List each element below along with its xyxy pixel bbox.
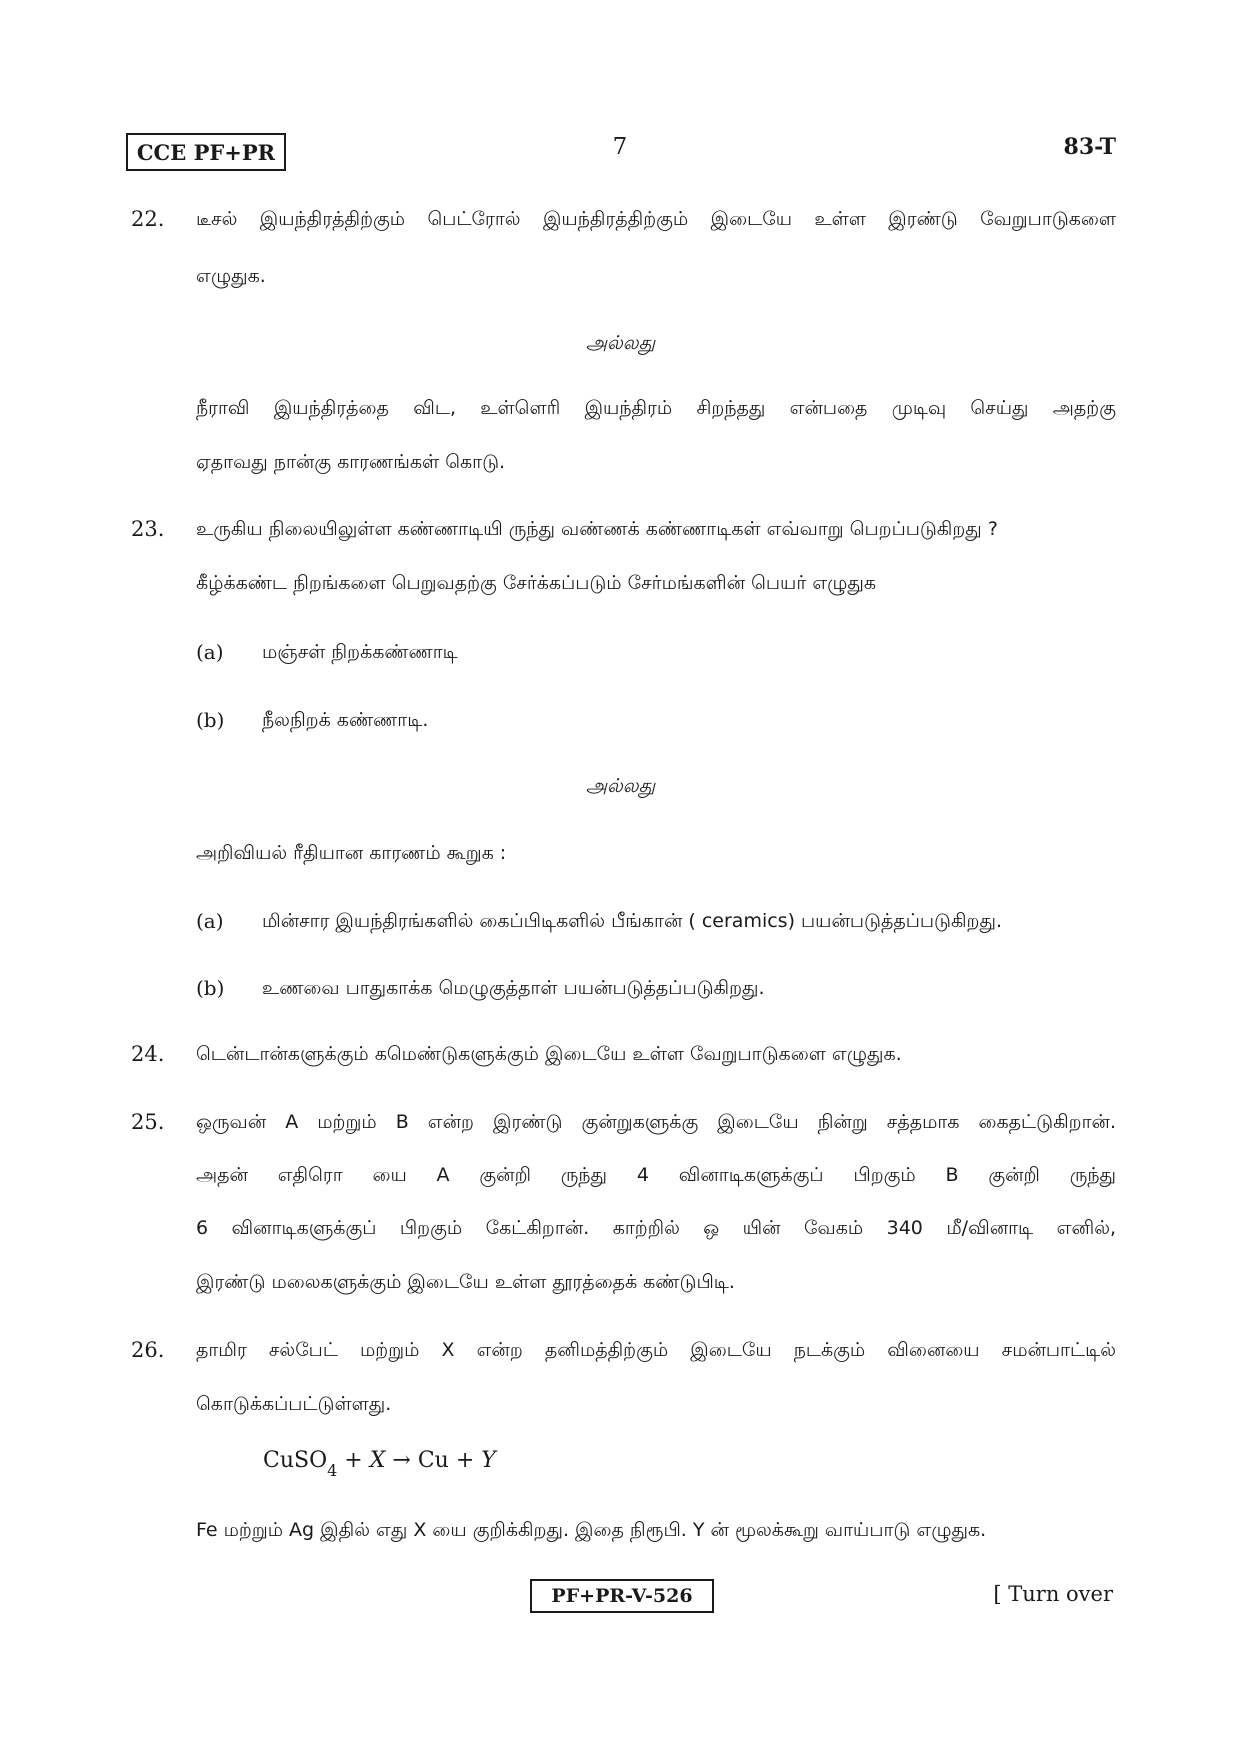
q23-line1: உருகிய நிலையிலுள்ள கண்ணாடியி ருந்து வண்ணக் கண்ணாடிகள் எவ்வாறு பெறப்படுகிறது ?: [196, 518, 998, 540]
chemical-equation: [263, 1448, 496, 1481]
q23-or: அல்லது: [585, 775, 656, 797]
q23-option-b-text: நீலநிறக் கண்ணாடி.: [262, 709, 429, 731]
q25-line1: ஒருவன் A மற்றும் B என்ற இரண்டு குன்றுகளுக்கு இடையே நின்று சத்தமாக கைதட்டுகிறான்.: [196, 1111, 1116, 1133]
footer-code-box: [530, 1579, 714, 1613]
q26-line1: தாமிர சல்பேட் மற்றும் X என்ற தனிமத்திற்கும் இடையே நடக்கும் வினையை சமன்பாட்டில்: [196, 1339, 1116, 1361]
q25-line4: இரண்டு மலைகளுக்கும் இடையே உள்ள தூரத்தைக் கண்டுபிடி.: [196, 1271, 735, 1293]
q22-alt-line2: ஏதாவது நான்கு காரணங்கள் கொடு.: [196, 451, 506, 473]
q22-or: அல்லது: [585, 332, 656, 354]
q23-alt-option-b-text: உணவை பாதுகாக்க மெழுகுத்தாள் பயன்படுத்தப்படுகிறது.: [262, 977, 765, 999]
header-code: CCE PF+PR: [136, 139, 276, 165]
question-number-26: 26.: [131, 1338, 165, 1362]
eq-product: Cu: [417, 1448, 449, 1473]
eq-y: Y: [481, 1448, 496, 1473]
eq-reactant: CuSO: [263, 1448, 328, 1473]
q23-line2: கீழ்க்கண்ட நிறங்களை பெறுவதற்கு சேர்க்கப்படும் சேர்மங்களின் பெயர் எழுதுக: [196, 572, 877, 594]
turn-over: [ Turn over: [993, 1582, 1113, 1606]
eq-plus-2: +: [448, 1448, 482, 1473]
q23-alt-option-b-label: (b): [196, 976, 225, 1000]
q23-alt-option-a-label: (a): [196, 909, 224, 933]
page-number: 7: [612, 134, 628, 160]
question-number-25: 25.: [131, 1110, 165, 1134]
q26-line3: Fe மற்றும் Ag இதில் எது X யை குறிக்கிறது. இதை நிரூபி. Y ன் மூலக்கூறு வாய்பாடு எழுதுக.: [196, 1519, 987, 1541]
q23-option-b-label: (b): [196, 708, 225, 732]
footer-code: PF+PR-V-526: [551, 1585, 693, 1607]
q22-alt-line1: நீராவி இயந்திரத்தை விட, உள்ளெரி இயந்திரம் சிறந்தது என்பதை முடிவு செய்து அதற்கு: [196, 397, 1116, 419]
q25-line3: 6 வினாடிகளுக்குப் பிறகும் கேட்கிறான். காற்றில் ஒ யின் வேகம் 340 மீ/வினாடி எனில்,: [196, 1217, 1116, 1239]
q23-option-a-text: மஞ்சள் நிறக்கண்ணாடி: [262, 641, 458, 663]
eq-x: X: [369, 1448, 386, 1473]
q26-line2: கொடுக்கப்பட்டுள்ளது.: [196, 1393, 392, 1415]
q23-alt-option-a-text: மின்சார இயந்திரங்களில் கைப்பிடிகளில் பீங்கான் ( ceramics) பயன்படுத்தப்படுகிறது.: [262, 910, 1002, 932]
paper-code: 83-T: [1063, 134, 1116, 160]
question-number-23: 23.: [131, 517, 165, 541]
header-code-box: [126, 133, 286, 171]
q23-alt-intro: அறிவியல் ரீதியான காரணம் கூறுக :: [196, 842, 507, 864]
q23-option-a-label: (a): [196, 640, 224, 664]
eq-subscript: 4: [327, 1461, 338, 1481]
eq-plus-1: +: [337, 1448, 370, 1473]
q22-line1: டீசல் இயந்திரத்திற்கும் பெட்ரோல் இயந்திரத்திற்கும் இடையே உள்ள இரண்டு வேறுபாடுகளை: [196, 208, 1116, 230]
q24-line1: டென்டான்களுக்கும் கமெண்டுகளுக்கும் இடையே உள்ள வேறுபாடுகளை எழுதுக.: [196, 1043, 902, 1065]
question-number-24: 24.: [131, 1042, 165, 1066]
q25-line2: அதன் எதிரொ யை A குன்றி ருந்து 4 வினாடிகளுக்குப் பிறகும் B குன்றி ருந்து: [196, 1164, 1116, 1186]
question-number-22: 22.: [131, 207, 165, 231]
eq-arrow: →: [385, 1448, 418, 1473]
q22-line2: எழுதுக.: [196, 265, 266, 287]
